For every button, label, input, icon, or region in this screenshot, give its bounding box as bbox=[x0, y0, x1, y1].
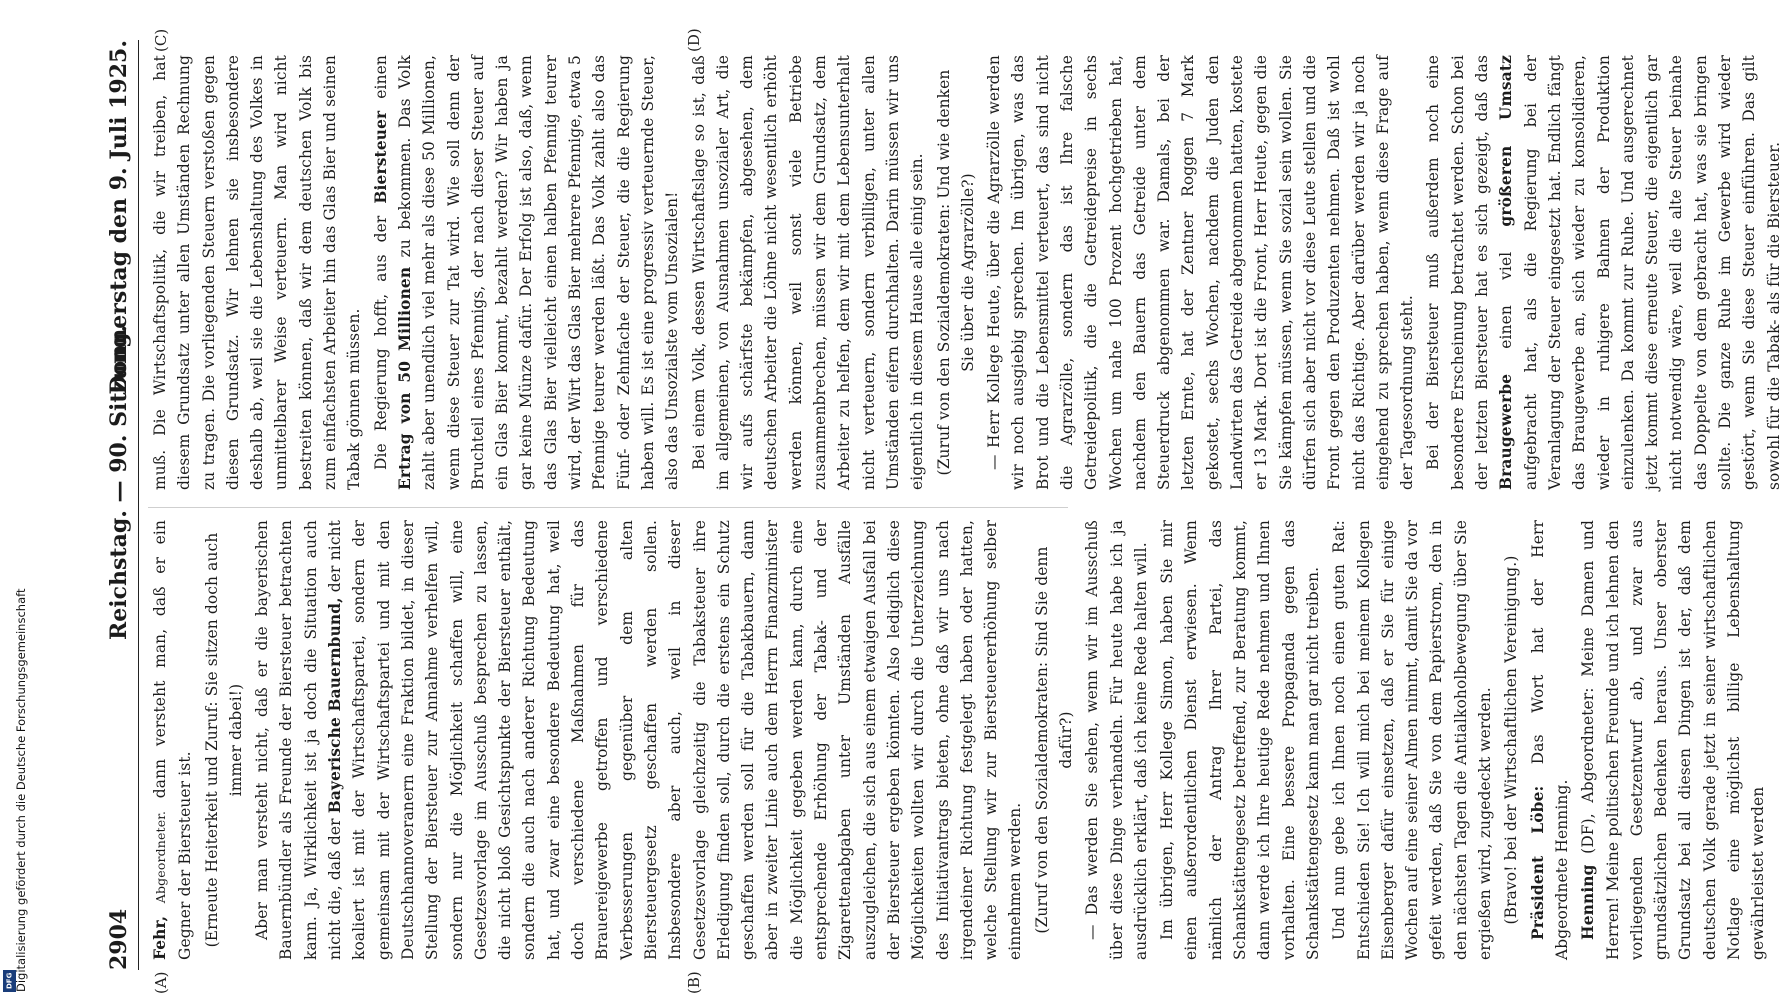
paragraph-text: zu bekommen. Das Volk zahlt aber unendlich viel mehr als diese 50 Millionen, wenn diese Steuer zur Tat wird. Wie soll denn der Bruchteil eines Pfennigs, der nach dieser Steuer auf ein Glas Bier kommt, bezahlt werden? Wir haben ja gar keine Münze dafür. Der Erfolg ist also, daß, wenn das Glas Bier vielleicht einen halben Pfennig teurer wird, der Wirt das Glas Bier mehrere Pfennige, etwa 5 Pfennige teurer werden läßt. Das Volk zahlt also das Fünf- oder Zehnfache der Steuer, die die Regierung haben will. Es ist eine progressiv verteuernde Steuer, also das Unsozialste vom Unsozialen! bbox=[395, 55, 682, 490]
digitization-credit: Digitalisierung gefördert durch die Deutsche Forschungsgemeinschaft bbox=[14, 588, 28, 992]
speaker-name: Fehr, bbox=[151, 915, 169, 960]
dfg-logo: DFG bbox=[3, 970, 16, 992]
rotated-page bbox=[100, 20, 1783, 1000]
paragraph bbox=[1576, 520, 1770, 960]
session-date: Donnerstag den 9. Juli 1925. bbox=[106, 40, 132, 395]
paragraph bbox=[250, 520, 1028, 960]
paragraph: Und nun gebe ich Ihnen noch einen guten Rat: Entschieden Sie! Ich will mich bei meinem Kollegen Eisenberger dafür einsetzen, daß er Sie für einige Wochen auf eine seiner Almen nimmt, damit Sie da vor gefeit werden, daß Sie von dem Papierstrom, den in den nächsten Tagen die Antialkoholbewegung über Sie ergießen wird, zugedeckt werden. bbox=[1330, 520, 1495, 960]
paragraph-text: aufgebracht hat, als die Regierung bei der Veranlagung der Steuer eingesetzt hat. Endlich fängt das Braugewerbe an, sich wieder zu konsolidieren, wieder in ruhigere Bahnen der Produktion einzulenken. Da kommt zur Ruhe. Und ausgerechnet jetzt kommt diese erneute Steuer, die eigentlich gar nicht notwendig wäre, weil die alte Steuer beinahe das Doppelte von dem gebracht hat, was sie bringen sollte. Die ganze Ruhe im Gewerbe wird wieder gestört, wenn Sie diese Steuer einführen. Das gilt sowohl für die Tabak- als für die Biersteuer. bbox=[1521, 55, 1783, 490]
paragraph-text: der nicht koaliert ist mit der Wirtschaftspartei, sondern der gemeinsam mit der Wirtschaftspartei und mit den Deutschhannoveranern eine Fraktion bildet, in dieser Stellung der Biersteuer zur Annahme verhelfen will, sondern nur die Möglichkeit schaffen will, eine Gesetzesvorlage im Ausschuß besprechen zu lassen, die nicht bloß Gesichtspunkte der Biersteuer enthält, sondern die auch nach anderer Richtung Bedeutung hat, und zwar eine besondere Bedeutung hat, weil doch verschiedene Maßnahmen für das Brauereigewerbe getroffen und verschiedene Verbesserungen gegenüber dem alten Biersteuergesetz geschaffen werden sollen. Insbesondere aber auch, weil in dieser Gesetzesvorlage gleichzeitig die Tabaksteuer ihre Erledigung finden soll, durch die erstens ein Schutz geschaffen werden soll für die Tabakbauern, dann aber in zweiter Linie auch dem Herrn Finanzminister die Möglichkeit gegeben werden kann, durch eine entsprechende Erhöhung der Tabak- und der Zigarettenabgaben unter Umständen Ausfälle auszugleichen, die sich aus einem etwaigen Ausfall bei der Biersteuer ergeben könnten. Also lediglich diese Möglichkeiten wollten wir durch die Unterzeichnung des Initiativantrags bieten, ohne daß wir uns nach irgendeiner Richtung festgelegt haben oder hatten, welche Stellung wir zur Biersteuererhöhung selber einnehmen werden. bbox=[326, 520, 1025, 960]
margin-mark-a: (A) bbox=[152, 971, 170, 994]
paragraph-text: Das Wort hat der Herr Abgeordnete Henning. bbox=[1528, 520, 1571, 960]
paragraph-text: dann versteht man, daß er ein Gegner der Biersteuer ist. bbox=[151, 519, 195, 960]
speaker-name: Präsident Löbe: bbox=[1528, 785, 1547, 940]
paragraph-text: Aber man versteht nicht, daß er die bayerischen Bauernbündler als Freunde der Biersteuer betrachten kann. Ja, Wirklichkeit ist ja doch die Situation auch nicht die, daß der bbox=[253, 520, 345, 960]
page-number: 2904 bbox=[106, 908, 132, 970]
interjection: (Zuruf von den Sozialdemokraten: Und wie denken Sie über die Agrarzölle?) bbox=[934, 69, 977, 476]
paragraph-text: einen bbox=[371, 55, 390, 111]
paragraph bbox=[1526, 520, 1575, 960]
emphasis-text: Biersteuer bbox=[371, 110, 390, 204]
paragraph-text: Die Regierung hofft, aus der bbox=[371, 203, 390, 470]
emphasis-text: größeren Umsatz bbox=[1497, 54, 1516, 227]
paragraph-text: Bei der Biersteuer muß außerdem noch eine besondere Erscheinung betrachtet werden. Schon bei der letzten Biersteuer hat es sich gezeigt, daß das bbox=[1424, 55, 1492, 490]
paragraph: Im übrigen, Herr Kollege Simon, haben Sie mir einen außerordentlichen Dienst erwiesen. Wenn nämlich der Antrag Ihrer Partei, das Schankstättengesetz betreffend, zur Beratung kommt, dann werde ich Ihre heutige Rede nehmen und Ihnen vorhalten. Eine bessere Propaganda gegen das Schankstättengesetz kann man gar nicht treiben. bbox=[1158, 520, 1322, 960]
paragraph: Bei einem Volk, dessen Wirtschaftslage so ist, daß im allgemeinen, von Ausnahmen unsozialer Art, die wir aufs schärfste bekämpfen, abgesehen, dem deutschen Arbeiter die Löhne nicht wesentlich erhöht werden können, weil sonst viele Betriebe zusammenbrechen, müssen wir dem Grundsatz, dem Arbeiter zu helfen, dem wir mit dem Lebensunterhalt nicht verteuern, sondern verbilligen, unter allen Umständen eifern durchhalten. Darin müssen wir uns eigentlich in diesem Hause alle einig sein. bbox=[689, 55, 927, 490]
paragraph bbox=[1421, 55, 1785, 490]
paragraph-text: (DF), Abgeordneter: Meine Damen und Herren! Meine politischen Freunde und ich lehnen den vorliegenden Gesetzentwurf ab, und zwar aus grundsätzlichen Bedenken heraus. Unser oberster Grundsatz bei all diesen Dingen ist der, daß dem deutschen Volk gerade jetzt in seiner wirtschaftlichen Notlage eine möglichst billige Lebenshaltung gewährleistet werden bbox=[1579, 520, 1768, 960]
emphasis-text: Bayerische Bauernbund, bbox=[326, 597, 345, 814]
speaker-name: Henning bbox=[1579, 864, 1598, 940]
margin-mark-d: (D) bbox=[685, 28, 703, 52]
emphasis-text: Ertrag von 50 Millionen bbox=[395, 266, 414, 490]
digitization-credit-strip bbox=[0, 0, 26, 1000]
margin-mark-b: (B) bbox=[685, 971, 703, 994]
column-divider bbox=[148, 507, 1068, 508]
page-header bbox=[100, 40, 139, 970]
speaker-note: Abgeordneter. bbox=[153, 810, 168, 904]
paragraph-text: einen viel bbox=[1497, 226, 1516, 374]
paragraph bbox=[148, 520, 198, 960]
margin-mark-c: (C) bbox=[152, 28, 170, 52]
interjection: (Zuruf von den Sozialdemokraten: Sind Sie denn dafür?) bbox=[1032, 546, 1075, 934]
left-column bbox=[148, 520, 1773, 960]
paragraph: muß. Die Wirtschaftspolitik, die wir treiben, hat diesem Grundsatz unter allen Umständen Rechnung zu tragen. Die vorliegenden Steuern verstoßen gegen diesen Grundsatz. Wir lehnen sie insbesondere deshalb ab, weil sie die Lebenshaltung des Volkes in unmittelbarer Weise verteuern. Man wird nicht bestreiten können, daß wir dem deutschen Volk bis zum einfachsten Arbeiter hin das Glas Bier und seinen Tabak gönnen müssen. bbox=[151, 55, 364, 490]
emphasis-text: Braugewerbe bbox=[1497, 373, 1516, 490]
interjection: (Erneute Heiterkeit und Zuruf: Sie sitzen doch auch immer dabei!) bbox=[202, 532, 245, 948]
paragraph: — Das werden Sie sehen, wenn wir im Ausschuß über diese Dinge verhandeln. Für heute habe ich ja ausdrücklich erklärt, daß ich keine Rede halten will. bbox=[1083, 520, 1150, 960]
paragraph: — Herr Kollege Heute, über die Agrarzölle werden wir noch ausgiebig sprechen. Im übrigen, was das Brot und die Lebensmittel verteuert, das sind nicht die Agrarzölle, sondern das ist Ihre falsche Getreidepolitik, die die Getreidepreise in sechs Wochen um nahe 100 Prozent hochgetrieben hat, nachdem den Bauern das Getreide unter dem Steuerdruck abgenommen war. Damals, bei der letzten Ernte, hat der Zentner Roggen 7 Mark gekostet, sechs Wochen, nachdem die Juden den Landwirten das Getreide abgenommen hatten, kostete er 13 Mark. Dort ist die Front, Herr Heute, gegen die Sie kämpfen müssen, wenn Sie sozial sein wollen. Sie dürfen sich aber nicht vor diese Leute stellen und die Front gegen den Produzenten nehmen. Daß ist wohl nicht das Richtige. Aber darüber werden wir ja noch eingehend zu sprechen haben, wenn diese Frage auf der Tagesordnung steht. bbox=[985, 55, 1417, 490]
interjection: (Bravo! bei der Wirtschaftlichen Vereinigung.) bbox=[1502, 555, 1521, 925]
paragraph bbox=[369, 55, 685, 490]
right-column bbox=[148, 55, 1788, 490]
session-title: Reichstag. — 90. Sitzung. bbox=[106, 324, 132, 640]
